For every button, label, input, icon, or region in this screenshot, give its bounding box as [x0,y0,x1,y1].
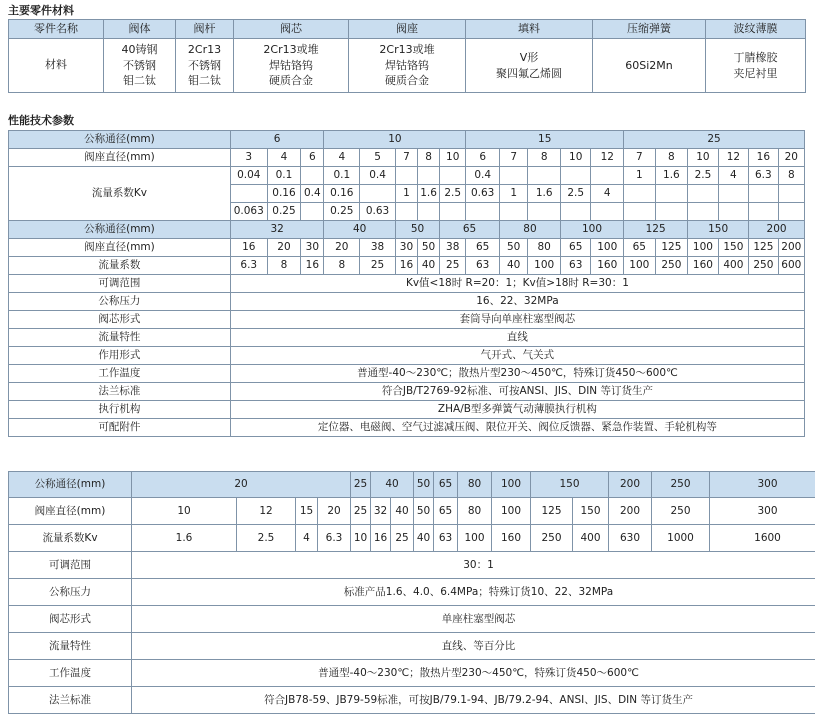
dn-125: 125 [624,221,688,239]
seat-a-cell: 3 [230,149,267,167]
t3-seat-cell: 65 [434,498,458,525]
nominal-label-b: 公称通径(mm) [9,221,231,239]
t3-seat-cell: 10 [132,498,237,525]
seat-a-cell: 8 [528,149,561,167]
flow-row-b [9,257,805,275]
flange-label: 法兰标准 [9,383,231,401]
temp-label: 工作温度 [9,365,231,383]
temp-value: 普通型-40～230℃；散热片型230～450℃，特殊订货450～600℃ [230,365,804,383]
t3-pressure-row [9,579,815,606]
plug-row [9,311,805,329]
kv2-cell: 1 [395,185,417,203]
t3-kv-cell: 25 [391,525,414,552]
kv-label: 流量系数Kv [9,167,231,221]
dn-200: 200 [749,221,805,239]
header-plug: 阀芯 [234,20,349,39]
t3-dn-40: 40 [371,472,414,498]
char-value: 直线 [230,329,804,347]
t3-kv-label: 流量系数Kv [9,525,132,552]
t3-seat-cell: 12 [237,498,296,525]
dn-40: 40 [324,221,396,239]
flow-b-cell: 8 [324,257,360,275]
kv1-cell: 0.04 [230,167,267,185]
t3-char-label: 流量特性 [9,633,132,660]
seat-a-cell: 12 [591,149,624,167]
seat-b-cell: 30 [301,239,324,257]
dn-80: 80 [500,221,561,239]
seat-b-cell: 20 [267,239,301,257]
seat-b-cell: 200 [778,239,804,257]
kv1-cell: 0.4 [466,167,500,185]
kv2-cell [230,185,267,203]
header-part-name: 零件名称 [9,20,104,39]
t3-kv-cell: 250 [531,525,573,552]
t3-flange-row [9,687,815,714]
t3-kv-cell: 10 [351,525,371,552]
seat-b-cell: 50 [418,239,440,257]
materials-title: 主要零件材料 [8,4,74,17]
kv1-cell: 1.6 [655,167,688,185]
dn-10: 10 [324,131,466,149]
range-value: Kv值<18时 R=20：1；Kv值>18时 R=30：1 [230,275,804,293]
flow-b-cell: 16 [301,257,324,275]
header-packing: 填料 [466,20,593,39]
kv3-cell: 0.25 [324,203,360,221]
t3-dn-250: 250 [652,472,710,498]
kv-row-1 [9,167,805,185]
kv2-cell: 4 [591,185,624,203]
seat-a-cell: 8 [418,149,440,167]
t3-dn-80: 80 [458,472,492,498]
t3-kv-cell: 63 [434,525,458,552]
dn-150: 150 [688,221,749,239]
plug-value: 套筒导向单座柱塞型阀芯 [230,311,804,329]
kv2-cell [688,185,718,203]
t3-dn-25: 25 [351,472,371,498]
seat-a-cell: 10 [688,149,718,167]
t3-plug-row [9,606,815,633]
seat-a-cell: 7 [395,149,417,167]
header-spring: 压缩弹簧 [593,20,706,39]
t3-range-row [9,552,815,579]
t3-range-value: 30：1 [132,552,815,579]
seat-b-cell: 65 [560,239,590,257]
materials-header-row [9,20,806,39]
nominal-row-b [9,221,805,239]
kv3-cell [395,203,417,221]
kv2-cell [718,185,748,203]
kv3-cell [749,203,778,221]
accessories-row [9,419,805,437]
header-diaphragm: 波纹薄膜 [706,20,806,39]
t3-temp-row [9,660,815,687]
kv2-cell: 2.5 [440,185,466,203]
t3-pressure-label: 公称压力 [9,579,132,606]
t3-kv-cell: 16 [371,525,391,552]
seat-b-cell: 38 [360,239,396,257]
temp-row [9,365,805,383]
kv2-cell: 0.63 [466,185,500,203]
kv1-cell: 0.1 [267,167,301,185]
flow-b-cell: 100 [624,257,656,275]
nominal-label: 公称通径(mm) [9,131,231,149]
seat-b-cell: 100 [688,239,718,257]
pressure-value: 16、22、32MPa [230,293,804,311]
kv3-cell: 0.25 [267,203,301,221]
t3-dn-65: 65 [434,472,458,498]
material-spring: 60Si2Mn [593,39,706,93]
seat-b-cell: 125 [655,239,688,257]
seat-a-cell: 6 [466,149,500,167]
char-label: 流量特性 [9,329,231,347]
seat-b-cell: 38 [440,239,466,257]
t3-kv-cell: 40 [414,525,434,552]
flow-b-cell: 6.3 [230,257,267,275]
t3-seat-cell: 40 [391,498,414,525]
kv1-cell: 1 [624,167,656,185]
t3-dn-150: 150 [531,472,609,498]
t3-kv-cell: 4 [296,525,318,552]
material-stem: 2Cr13 不锈钢 钼二钛 [176,39,234,93]
flange-value: 符合JB/T2769-92标准、可按ANSI、JIS、DIN 等订货生产 [230,383,804,401]
material-plug: 2Cr13或堆 焊钴铬钨 硬质合金 [234,39,349,93]
seat-b-cell: 80 [528,239,561,257]
actuator-label: 执行机构 [9,401,231,419]
material-packing: V形 聚四氟乙烯圆 [466,39,593,93]
t3-kv-cell: 2.5 [237,525,296,552]
seat-a-cell: 10 [560,149,590,167]
seat-a-cell: 10 [440,149,466,167]
t3-seat-cell: 100 [492,498,531,525]
kv1-cell: 4 [718,167,748,185]
flow-b-cell: 160 [688,257,718,275]
seat-b-cell: 65 [624,239,656,257]
seat-a-cell: 12 [718,149,748,167]
t3-plug-label: 阀芯形式 [9,606,132,633]
seat-b-cell: 30 [395,239,417,257]
kv2-cell: 0.4 [301,185,324,203]
t3-char-value: 直线、等百分比 [132,633,815,660]
t3-char-row [9,633,815,660]
t3-seat-cell: 250 [652,498,710,525]
seat-row-a [9,149,805,167]
char-row [9,329,805,347]
t3-seat-cell: 20 [318,498,351,525]
kv1-cell [301,167,324,185]
t3-range-label: 可调范围 [9,552,132,579]
t3-kv-cell: 630 [609,525,652,552]
dn-6: 6 [230,131,324,149]
accessories-label: 可配附件 [9,419,231,437]
t3-seat-cell: 300 [710,498,815,525]
actuator-value: ZHA/B型多弹簧气动薄膜执行机构 [230,401,804,419]
t3-kv-row [9,525,815,552]
seat-a-cell: 7 [500,149,528,167]
flow-b-cell: 250 [655,257,688,275]
flow-b-cell: 600 [778,257,804,275]
seat-b-cell: 65 [466,239,500,257]
t3-dn-20: 20 [132,472,351,498]
kv1-cell: 2.5 [688,167,718,185]
t3-seat-cell: 32 [371,498,391,525]
kv3-cell: 0.63 [360,203,396,221]
pressure-label: 公称压力 [9,293,231,311]
t3-kv-cell: 1600 [710,525,815,552]
actuator-row [9,401,805,419]
flow-b-cell: 100 [528,257,561,275]
flow-b-cell: 16 [395,257,417,275]
action-row [9,347,805,365]
seat-b-cell: 125 [749,239,778,257]
kv3-cell [418,203,440,221]
kv3-cell [591,203,624,221]
t3-pressure-value: 标准产品1.6、4.0、6.4MPa；特殊订货10、22、32MPa [132,579,815,606]
t3-dn-200: 200 [609,472,652,498]
t3-flange-value: 符合JB78-59、JB79-59标准，可按JB/79.1-94、JB/79.2-94、ANSI、JIS、DIN 等订货生产 [132,687,815,714]
t3-seat-label: 阀座直径(mm) [9,498,132,525]
kv1-cell [528,167,561,185]
kv3-cell [500,203,528,221]
t3-seat-cell: 15 [296,498,318,525]
flow-b-cell: 63 [560,257,590,275]
kv2-cell: 0.16 [324,185,360,203]
kv1-cell: 0.1 [324,167,360,185]
kv1-cell [418,167,440,185]
kv3-cell [560,203,590,221]
performance-title: 性能技术参数 [8,114,74,127]
t3-kv-cell: 1000 [652,525,710,552]
kv1-cell [440,167,466,185]
kv3-cell [655,203,688,221]
header-stem: 阀杆 [176,20,234,39]
t3-dn-300: 300 [710,472,815,498]
flow-b-cell: 160 [591,257,624,275]
flow-label: 流量系数 [9,257,231,275]
flow-b-cell: 8 [267,257,301,275]
flange-row [9,383,805,401]
seat-a-cell: 4 [267,149,301,167]
flow-b-cell: 40 [418,257,440,275]
dn-25: 25 [624,131,805,149]
kv2-cell: 1.6 [528,185,561,203]
t3-kv-cell: 100 [458,525,492,552]
flow-b-cell: 40 [500,257,528,275]
seat-row-b [9,239,805,257]
seat-b-cell: 20 [324,239,360,257]
seat-label: 阀座直径(mm) [9,149,231,167]
range-row [9,275,805,293]
seat-a-cell: 20 [778,149,804,167]
kv3-cell [624,203,656,221]
kv3-cell: 0.063 [230,203,267,221]
kv3-cell [301,203,324,221]
t3-kv-cell: 1.6 [132,525,237,552]
flow-b-cell: 25 [440,257,466,275]
accessories-value: 定位器、电磁阀、空气过滤减压阀、限位开关、阀位反馈器、紧急作装置、手轮机构等 [230,419,804,437]
seat-a-cell: 8 [655,149,688,167]
pressure-row [9,293,805,311]
t3-seat-cell: 50 [414,498,434,525]
dn-32: 32 [230,221,324,239]
material-body: 40铸钢 不锈钢 钼二钛 [104,39,176,93]
kv2-cell [778,185,804,203]
kv3-cell [466,203,500,221]
material-label: 材料 [9,39,104,93]
t3-kv-cell: 6.3 [318,525,351,552]
seat-a-cell: 6 [301,149,324,167]
t3-seat-cell: 25 [351,498,371,525]
seat-b-cell: 16 [230,239,267,257]
kv3-cell [440,203,466,221]
t3-nominal-row [9,472,815,498]
flow-b-cell: 400 [718,257,748,275]
t3-seat-cell: 150 [573,498,609,525]
kv3-cell [688,203,718,221]
seat-b-cell: 50 [500,239,528,257]
t3-temp-value: 普通型-40～230℃；散热片型230～450℃，特殊订货450～600℃ [132,660,815,687]
performance-table-1 [8,130,805,437]
kv3-cell [778,203,804,221]
materials-table [8,19,806,93]
action-value: 气开式、气关式 [230,347,804,365]
t3-temp-label: 工作温度 [9,660,132,687]
t3-nominal-label: 公称通径(mm) [9,472,132,498]
t3-kv-cell: 160 [492,525,531,552]
material-diaphragm: 丁腈橡胶 夹尼衬里 [706,39,806,93]
dn-15: 15 [466,131,624,149]
kv2-cell: 1 [500,185,528,203]
flow-b-cell: 63 [466,257,500,275]
kv2-cell: 2.5 [560,185,590,203]
material-seat: 2Cr13或堆 焊钴铬钨 硬质合金 [349,39,466,93]
header-body: 阀体 [104,20,176,39]
kv2-cell [655,185,688,203]
dn-50: 50 [395,221,439,239]
seat-b-cell: 150 [718,239,748,257]
nominal-row-a [9,131,805,149]
performance-table-2 [8,471,815,714]
dn-100: 100 [560,221,623,239]
seat-label-b: 阀座直径(mm) [9,239,231,257]
materials-row [9,39,806,93]
seat-a-cell: 4 [324,149,360,167]
kv1-cell [591,167,624,185]
dn-65: 65 [440,221,500,239]
seat-a-cell: 5 [360,149,396,167]
seat-a-cell: 16 [749,149,778,167]
kv2-cell: 0.16 [267,185,301,203]
kv1-cell: 0.4 [360,167,396,185]
flow-b-cell: 25 [360,257,396,275]
kv1-cell: 8 [778,167,804,185]
kv2-cell: 1.6 [418,185,440,203]
seat-b-cell: 100 [591,239,624,257]
kv1-cell [560,167,590,185]
action-label: 作用形式 [9,347,231,365]
plug-label: 阀芯形式 [9,311,231,329]
kv2-cell [624,185,656,203]
kv1-cell [395,167,417,185]
t3-dn-50: 50 [414,472,434,498]
header-seat: 阀座 [349,20,466,39]
range-label: 可调范围 [9,275,231,293]
t3-seat-cell: 80 [458,498,492,525]
kv1-cell: 6.3 [749,167,778,185]
t3-kv-cell: 400 [573,525,609,552]
kv2-cell [360,185,396,203]
flow-b-cell: 250 [749,257,778,275]
t3-seat-cell: 200 [609,498,652,525]
seat-a-cell: 7 [624,149,656,167]
kv3-cell [528,203,561,221]
kv2-cell [749,185,778,203]
t3-plug-value: 单座柱塞型阀芯 [132,606,815,633]
t3-dn-100: 100 [492,472,531,498]
kv3-cell [718,203,748,221]
t3-seat-row [9,498,815,525]
t3-seat-cell: 125 [531,498,573,525]
t3-flange-label: 法兰标准 [9,687,132,714]
kv1-cell [500,167,528,185]
